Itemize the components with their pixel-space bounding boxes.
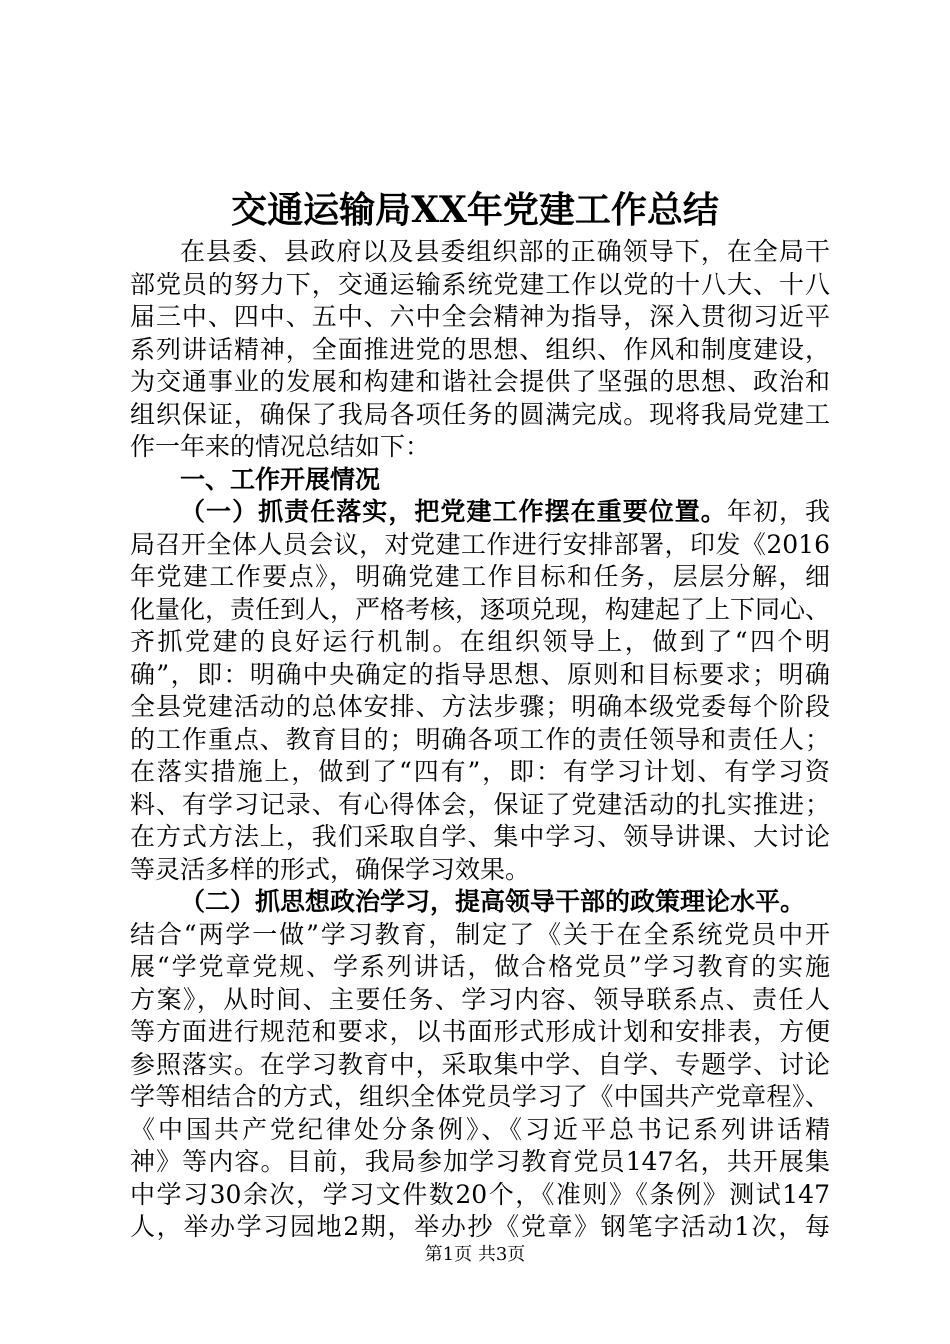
paragraph-line: 组织保证，确保了我局各项任务的圆满完成。现将我局党建工 bbox=[130, 399, 830, 429]
paragraph-line: 齐抓党建的良好运行机制。在组织领导上，做到了“四个明 bbox=[130, 627, 830, 656]
paragraph-line: 在方式方法上，我们采取自学、集中学习、领导讲课、大讨论 bbox=[130, 822, 830, 851]
paragraph-line: 年党建工作要点》，明确党建工作目标和任务，层层分解，细 bbox=[130, 562, 830, 591]
paragraph-line: 作一年来的情况总结如下： bbox=[130, 432, 431, 461]
paragraph-line: 确”，即：明确中央确定的指导思想、原则和目标要求；明确 bbox=[130, 659, 830, 689]
paragraph-line: 的工作重点、教育目的；明确各项工作的责任领导和责任人； bbox=[130, 724, 830, 754]
paragraph-line: 展“学党章党规、学系列讲话，做合格党员”学习教育的实施 bbox=[130, 952, 830, 981]
subsection-heading-line bbox=[130, 496, 830, 529]
page-footer: 第1页 共3页 bbox=[424, 1244, 526, 1265]
paragraph-line: 系列讲话精神，全面推进党的思想、组织、作风和制度建设， bbox=[130, 334, 830, 364]
section-heading: 一、工作开展情况 bbox=[180, 464, 381, 494]
paragraph-line: 学等相结合的方式，组织全体党员学习了《中国共产党章程》、 bbox=[130, 1082, 830, 1111]
paragraph-line: 部党员的努力下，交通运输系统党建工作以党的十八大、十八 bbox=[130, 269, 830, 299]
paragraph-text: 年初，我 bbox=[726, 497, 830, 526]
paragraph-line: 届三中、四中、五中、六中全会精神为指导，深入贯彻习近平 bbox=[130, 302, 830, 331]
paragraph-line: 在落实措施上，做到了“四有”，即：有学习计划、有学习资 bbox=[130, 757, 830, 786]
paragraph-line: 在县委、县政府以及县委组织部的正确领导下，在全局干 bbox=[180, 237, 830, 266]
document-title: 交通运输局XX年党建工作总结 bbox=[231, 189, 719, 231]
paragraph-line: 《中国共产党纪律处分条例》、《习近平总书记系列讲话精 bbox=[130, 1114, 830, 1144]
paragraph-line: 料、有学习记录、有心得体会，保证了党建活动的扎实推进； bbox=[130, 789, 830, 819]
subsection-heading: （一）抓责任落实，把党建工作摆在重要位置。 bbox=[180, 497, 727, 526]
paragraph-line: 等方面进行规范和要求，以书面形式形成计划和安排表，方便 bbox=[130, 1017, 830, 1046]
paragraph-line: 方案》，从时间、主要任务、学习内容、领导联系点、责任人 bbox=[130, 984, 830, 1014]
paragraph-line: 局召开全体人员会议，对党建工作进行安排部署，印发《2016 bbox=[130, 529, 830, 559]
subsection-heading: （二）抓思想政治学习，提高领导干部的政策理论水平。 bbox=[180, 887, 806, 916]
paragraph-line: 为交通事业的发展和构建和谐社会提供了坚强的思想、政治和 bbox=[130, 367, 830, 396]
paragraph-line: 中学习30余次，学习文件数20个，《准则》《条例》测试147 bbox=[130, 1179, 830, 1209]
paragraph-line: 人，举办学习园地2期，举办抄《党章》钢笔字活动1次，每 bbox=[130, 1212, 830, 1241]
paragraph-line: 全县党建活动的总体安排、方法步骤；明确本级党委每个阶段 bbox=[130, 692, 830, 721]
paragraph-line: 神》等内容。目前，我局参加学习教育党员147名，共开展集 bbox=[130, 1147, 830, 1176]
paragraph-line: 化量化，责任到人，严格考核，逐项兑现，构建起了上下同心、 bbox=[130, 594, 831, 624]
paragraph-line: 等灵活多样的形式，确保学习效果。 bbox=[130, 854, 531, 884]
paragraph-line: 结合“两学一做”学习教育，制定了《关于在全系统党员中开 bbox=[130, 919, 830, 949]
paragraph-line: 参照落实。在学习教育中，采取集中学、自学、专题学、讨论 bbox=[130, 1049, 830, 1079]
document-body bbox=[130, 236, 830, 1244]
